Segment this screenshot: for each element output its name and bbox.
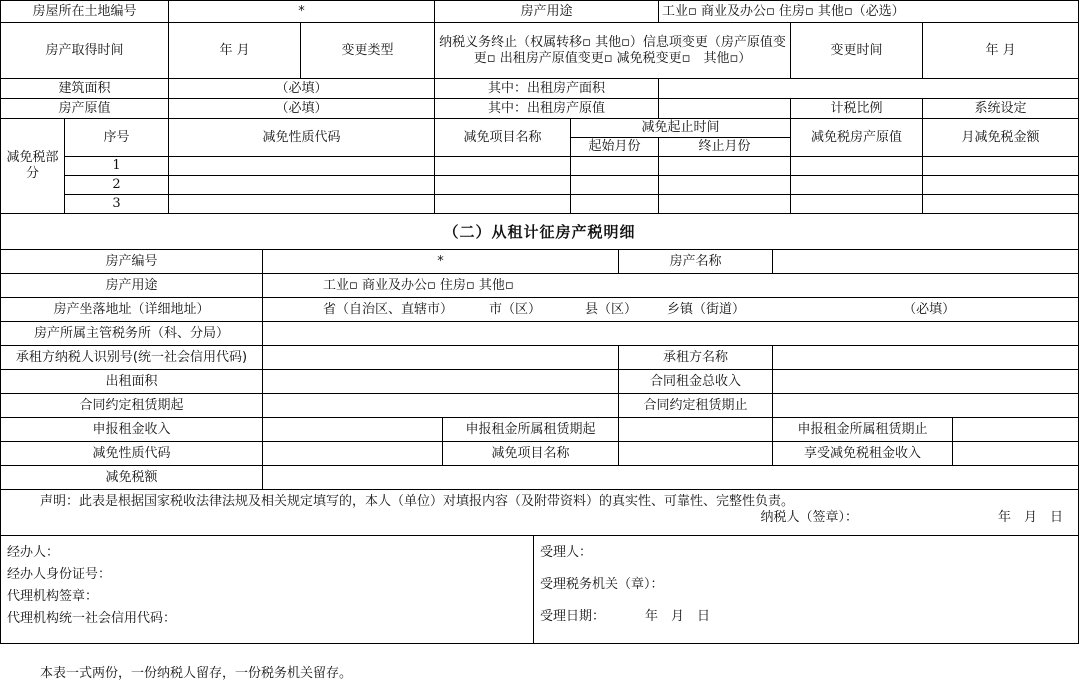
addr-county: 县（区） <box>585 301 638 317</box>
declared-end-field[interactable] <box>953 418 1079 442</box>
p2-usage-label: 房产用途 <box>1 274 263 298</box>
office-signature-cell <box>534 536 1079 644</box>
exempt-row-code[interactable] <box>169 157 435 176</box>
exempt-end-header: 终止月份 <box>659 138 791 157</box>
p2-usage-options[interactable]: 工业▫ 商业及办公▫ 住房▫ 其他▫ <box>263 274 1079 298</box>
rent-area-field[interactable] <box>263 370 619 394</box>
exempt-amount-field[interactable] <box>263 466 1079 490</box>
declared-start-field[interactable] <box>619 418 773 442</box>
property-no-label: 房产编号 <box>1 250 263 274</box>
exempt-seq-header: 序号 <box>65 119 169 157</box>
acquire-time-label: 房产取得时间 <box>1 23 169 79</box>
value-label: 房产原值 <box>1 99 169 119</box>
exempt-row-seq: 1 <box>65 157 169 176</box>
rent-value-field[interactable] <box>659 99 791 119</box>
exempt-row-monthly[interactable] <box>923 176 1079 195</box>
change-type-options[interactable]: 纳税义务终止（权属转移▫ 其他▫）信息项变更（房产原值变更▫ 出租房产原值变更▫ 减免税变更▫ 其他▫） <box>435 23 791 79</box>
contract-start-field[interactable] <box>263 394 619 418</box>
handler-id-label: 经办人身份证号： <box>7 567 112 582</box>
signature-table <box>0 535 1079 644</box>
area-field[interactable]: （必填） <box>169 79 435 99</box>
exempt-row-seq: 3 <box>65 195 169 214</box>
exempt-row-end[interactable] <box>659 157 791 176</box>
exempt-row-monthly[interactable] <box>923 195 1079 214</box>
ratio-label: 计税比例 <box>791 99 923 119</box>
exempt-row-end[interactable] <box>659 195 791 214</box>
exempt-row-start[interactable] <box>571 195 659 214</box>
value-field[interactable]: （必填） <box>169 99 435 119</box>
exempt-amount-label: 减免税额 <box>1 466 263 490</box>
receive-date-label: 受理日期： <box>540 609 606 624</box>
p2-exempt-code-field[interactable] <box>263 442 443 466</box>
addr-city: 市（区） <box>489 301 542 317</box>
tax-office-label: 房产所属主管税务所（科、分局） <box>1 322 263 346</box>
section-title: （二）从租计征房产税明细 <box>1 214 1079 250</box>
receiver-label: 受理人： <box>540 545 593 560</box>
exempt-rent-label: 享受减免税租金收入 <box>773 442 953 466</box>
declaration-cell <box>1 490 1079 536</box>
rent-area-label: 其中：出租房产面积 <box>435 79 659 99</box>
contract-total-label: 合同租金总收入 <box>619 370 773 394</box>
addr-province: 省（自治区、直辖市） <box>323 301 454 317</box>
declared-rent-field[interactable] <box>263 418 443 442</box>
receiving-office-label: 受理税务机关（章）： <box>540 577 664 592</box>
exempt-rent-field[interactable] <box>953 442 1079 466</box>
footer-note: 本表一式两份，一份纳税人留存，一份税务机关留存。 <box>40 666 353 681</box>
area-label: 建筑面积 <box>1 79 169 99</box>
exempt-section-label: 减免税部分 <box>1 119 65 214</box>
lessee-name-field[interactable] <box>773 346 1079 370</box>
property-name-field[interactable] <box>773 250 1079 274</box>
declared-start-label: 申报租金所属租赁期起 <box>443 418 619 442</box>
exempt-row-code[interactable] <box>169 195 435 214</box>
p2-exempt-name-field[interactable] <box>619 442 773 466</box>
tax-office-field[interactable] <box>263 322 1079 346</box>
declared-end-label: 申报租金所属租赁期止 <box>773 418 953 442</box>
contract-start-label: 合同约定租赁期起 <box>1 394 263 418</box>
exempt-row-orig-value[interactable] <box>791 176 923 195</box>
p2-exempt-code-label: 减免性质代码 <box>1 442 263 466</box>
receive-date-row <box>540 608 1072 626</box>
rent-area-label: 出租面积 <box>1 370 263 394</box>
lessee-id-label: 承租方纳税人识别号(统一社会信用代码) <box>1 346 263 370</box>
usage-options[interactable]: 工业▫ 商业及办公▫ 住房▫ 其他▫（必选） <box>659 1 1079 23</box>
exempt-row-orig-value[interactable] <box>791 157 923 176</box>
receive-date-value: 年 月 日 <box>645 609 711 624</box>
address-label: 房产坐落地址（详细地址） <box>1 298 263 322</box>
contract-end-field[interactable] <box>773 394 1079 418</box>
contract-end-label: 合同约定租赁期止 <box>619 394 773 418</box>
exempt-row-start[interactable] <box>571 157 659 176</box>
agent-signature-cell <box>1 536 534 644</box>
agency-seal-label: 代理机构签章： <box>7 589 99 604</box>
acquire-time-field[interactable]: 年 月 <box>169 23 301 79</box>
handler-label: 经办人： <box>7 545 60 560</box>
change-type-label: 变更类型 <box>301 23 435 79</box>
exempt-row-start[interactable] <box>571 176 659 195</box>
land-no-label: 房屋所在土地编号 <box>1 1 169 23</box>
exempt-orig-value-header: 减免税房产原值 <box>791 119 923 157</box>
exempt-name-header: 减免项目名称 <box>435 119 571 157</box>
contract-total-field[interactable] <box>773 370 1079 394</box>
exempt-monthly-header: 月减免税金额 <box>923 119 1079 157</box>
rent-value-label: 其中：出租房产原值 <box>435 99 659 119</box>
p2-exempt-name-label: 减免项目名称 <box>443 442 619 466</box>
exempt-row-name[interactable] <box>435 195 571 214</box>
property-no-field[interactable]: * <box>263 250 619 274</box>
property-info-table <box>0 0 1079 250</box>
exempt-row-code[interactable] <box>169 176 435 195</box>
addr-required: （必填） <box>903 301 956 317</box>
exempt-row-name[interactable] <box>435 176 571 195</box>
declaration-text: 声明：此表是根据国家税收法律法规及相关规定填写的，本人（单位）对填报内容（及附带资料）的真实性、可靠性、完整性负责。 <box>40 494 795 509</box>
declared-rent-label: 申报租金收入 <box>1 418 263 442</box>
ratio-value: 系统设定 <box>923 99 1079 119</box>
exempt-row-end[interactable] <box>659 176 791 195</box>
declaration-date: 年 月 日 <box>997 510 1063 525</box>
property-name-label: 房产名称 <box>619 250 773 274</box>
land-no-field[interactable]: * <box>169 1 435 23</box>
exempt-row-name[interactable] <box>435 157 571 176</box>
lessee-name-label: 承租方名称 <box>619 346 773 370</box>
exempt-row-monthly[interactable] <box>923 157 1079 176</box>
exempt-period-header: 减免起止时间 <box>571 119 791 138</box>
exempt-row-seq: 2 <box>65 176 169 195</box>
addr-town: 乡镇（街道） <box>667 301 746 317</box>
rent-detail-table <box>0 249 1079 536</box>
usage-label: 房产用途 <box>435 1 659 23</box>
exempt-code-header: 减免性质代码 <box>169 119 435 157</box>
rent-area-field[interactable] <box>659 79 1079 99</box>
agency-code-label: 代理机构统一社会信用代码： <box>7 611 177 626</box>
address-field[interactable] <box>263 298 1079 322</box>
exempt-start-header: 起始月份 <box>571 138 659 157</box>
exempt-row-orig-value[interactable] <box>791 195 923 214</box>
change-time-field[interactable]: 年 月 <box>923 23 1079 79</box>
change-time-label: 变更时间 <box>791 23 923 79</box>
declaration-sign-row <box>4 510 1075 526</box>
taxpayer-sign-label: 纳税人（签章）： <box>760 510 858 525</box>
lessee-id-field[interactable] <box>263 346 619 370</box>
